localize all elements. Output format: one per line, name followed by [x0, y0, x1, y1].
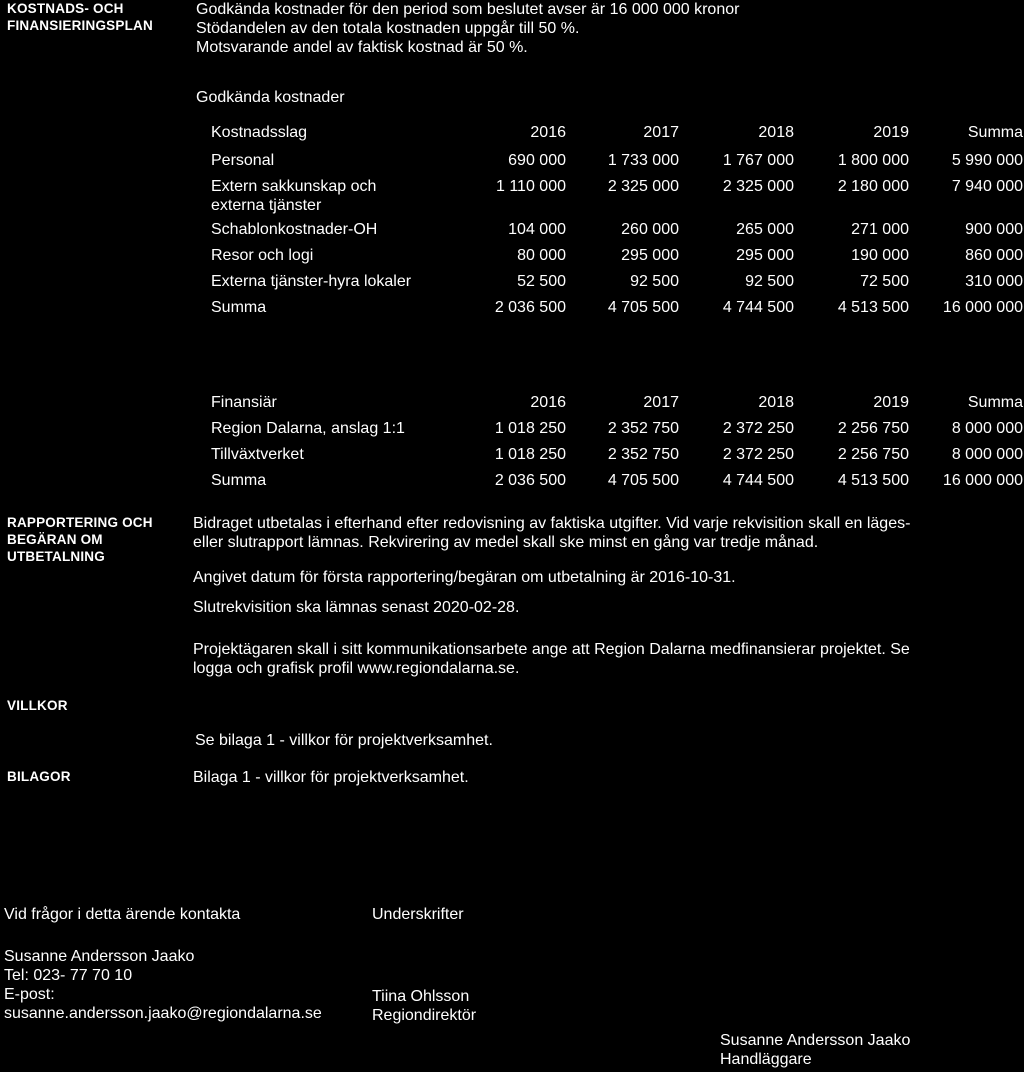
column-header: 2016 — [530, 124, 566, 141]
column-header: 2017 — [643, 394, 679, 411]
attachments-text: Bilaga 1 - villkor för projektverksamhet. — [193, 769, 469, 786]
row-label: Extern sakkunskap och externa tjänster — [211, 178, 377, 214]
table-cell: 1 800 000 — [837, 152, 909, 169]
signer-1 — [372, 987, 476, 1025]
table-cell: 4 705 500 — [607, 472, 679, 489]
table-cell: 900 000 — [965, 221, 1023, 238]
table-cell: 4 513 500 — [837, 472, 909, 489]
table-cell: 2 180 000 — [837, 178, 909, 195]
table-cell: 2 256 750 — [837, 446, 909, 463]
table-row — [211, 298, 1024, 324]
table-cell: 265 000 — [736, 221, 794, 238]
row-label: Region Dalarna, anslag 1:1 — [211, 420, 405, 437]
table-cell: 92 500 — [630, 273, 679, 290]
reporting-paragraph-4 — [193, 640, 1018, 678]
column-header: Summa — [967, 394, 1023, 411]
column-header: Summa — [967, 124, 1023, 141]
table-cell: 271 000 — [851, 221, 909, 238]
table-cell: 7 940 000 — [951, 178, 1023, 195]
column-header: 2017 — [643, 124, 679, 141]
signer-2 — [720, 1031, 910, 1069]
reporting-paragraph-3: Slutrekvisition ska lämnas senast 2020-02-28. — [193, 599, 520, 616]
table-cell: 310 000 — [965, 273, 1023, 290]
cost-table — [211, 123, 1024, 324]
column-header: 2018 — [758, 394, 794, 411]
table-row — [211, 445, 1024, 471]
column-header: 2016 — [530, 394, 566, 411]
row-label: Tillväxtverket — [211, 446, 304, 463]
table-row — [211, 246, 1024, 272]
table-row — [211, 471, 1024, 497]
table-cell: 16 000 000 — [942, 299, 1023, 316]
row-label: Summa — [211, 299, 267, 316]
table-cell: 2 372 250 — [722, 446, 794, 463]
cost-plan-label-line: KOSTNADS- OCH — [7, 1, 124, 16]
contact-block — [4, 947, 322, 1023]
table-cell: 690 000 — [508, 152, 566, 169]
contact-name: Susanne Andersson Jaako — [4, 948, 195, 965]
contact-email[interactable]: susanne.andersson.jaako@regiondalarna.se — [4, 1005, 322, 1022]
column-header: 2018 — [758, 124, 794, 141]
table-cell: 4 744 500 — [722, 472, 794, 489]
table-cell: 1 733 000 — [607, 152, 679, 169]
row-label: Personal — [211, 152, 275, 169]
reporting-label-line: RAPPORTERING OCH — [7, 515, 153, 530]
table-cell: 8 000 000 — [951, 446, 1023, 463]
reporting-section-label — [7, 514, 153, 565]
signer-title: Handläggare — [720, 1051, 812, 1068]
paragraph-line: logga och grafisk profil www.regiondalarna.se. — [193, 660, 520, 677]
reporting-paragraph-1 — [193, 514, 1018, 552]
signatures-heading: Underskrifter — [372, 906, 464, 923]
attachments-section-label: BILAGOR — [7, 769, 71, 784]
intro-line: Motsvarande andel av faktisk kostnad är 50 %. — [196, 39, 528, 56]
column-header: 2019 — [873, 124, 909, 141]
approved-costs-heading: Godkända kostnader — [196, 89, 345, 106]
table-cell: 190 000 — [851, 247, 909, 264]
signer-title: Regiondirektör — [372, 1007, 477, 1024]
column-header: Finansiär — [211, 394, 277, 411]
table-cell: 72 500 — [860, 273, 909, 290]
table-cell: 80 000 — [517, 247, 566, 264]
table-cell: 2 036 500 — [494, 472, 566, 489]
table-cell: 2 036 500 — [494, 299, 566, 316]
row-label: Resor och logi — [211, 247, 314, 264]
table-row — [211, 220, 1024, 246]
paragraph-line: Bidraget utbetalas i efterhand efter redovisning av faktiska utgifter. Vid varje rekvisition skall en läges- — [193, 515, 911, 532]
column-header: 2019 — [873, 394, 909, 411]
table-cell: 260 000 — [621, 221, 679, 238]
finance-table-header — [211, 393, 1024, 419]
conditions-section-label: VILLKOR — [7, 698, 68, 713]
table-cell: 2 352 750 — [607, 420, 679, 437]
reporting-label-line: BEGÄRAN OM — [7, 532, 103, 547]
table-cell: 2 325 000 — [607, 178, 679, 195]
table-cell: 2 256 750 — [837, 420, 909, 437]
table-cell: 92 500 — [745, 273, 794, 290]
table-cell: 52 500 — [517, 273, 566, 290]
paragraph-line: Projektägaren skall i sitt kommunikationsarbete ange att Region Dalarna medfinansierar projektet. Se — [193, 641, 910, 658]
cost-plan-section-label — [7, 0, 153, 34]
table-row — [211, 419, 1024, 445]
table-cell: 1 018 250 — [494, 446, 566, 463]
table-row — [211, 177, 1024, 220]
intro-line: Stödandelen av den totala kostnaden uppgår till 50 %. — [196, 20, 580, 37]
table-cell: 4 513 500 — [837, 299, 909, 316]
table-cell: 860 000 — [965, 247, 1023, 264]
signer-name: Tiina Ohlsson — [372, 988, 470, 1005]
row-label: Schablonkostnader-OH — [211, 221, 378, 238]
table-cell: 8 000 000 — [951, 420, 1023, 437]
reporting-label-line: UTBETALNING — [7, 549, 105, 564]
row-label: Externa tjänster-hyra lokaler — [211, 273, 412, 290]
table-cell: 1 110 000 — [496, 178, 566, 195]
table-cell: 5 990 000 — [951, 152, 1023, 169]
conditions-text: Se bilaga 1 - villkor för projektverksamhet. — [195, 732, 493, 749]
table-cell: 2 325 000 — [722, 178, 794, 195]
contact-phone: Tel: 023- 77 70 10 — [4, 967, 133, 984]
signer-name: Susanne Andersson Jaako — [720, 1032, 911, 1049]
table-cell: 4 705 500 — [607, 299, 679, 316]
row-label: Summa — [211, 472, 267, 489]
table-cell: 16 000 000 — [942, 472, 1023, 489]
contact-email-label: E-post: — [4, 986, 55, 1003]
table-cell: 1 018 250 — [494, 420, 566, 437]
table-row — [211, 272, 1024, 298]
cost-table-header — [211, 123, 1024, 149]
table-cell: 2 372 250 — [722, 420, 794, 437]
column-header: Kostnadsslag — [211, 124, 308, 141]
contact-heading: Vid frågor i detta ärende kontakta — [4, 906, 241, 923]
table-row — [211, 151, 1024, 177]
table-cell: 1 767 000 — [722, 152, 794, 169]
table-cell: 295 000 — [736, 247, 794, 264]
table-cell: 104 000 — [508, 221, 566, 238]
cost-plan-label-line: FINANSIERINGSPLAN — [7, 18, 153, 33]
reporting-paragraph-2: Angivet datum för första rapportering/begäran om utbetalning är 2016-10-31. — [193, 569, 736, 586]
table-cell: 295 000 — [621, 247, 679, 264]
finance-table — [211, 393, 1024, 497]
intro-line: Godkända kostnader för den period som beslutet avser är 16 000 000 kronor — [196, 1, 740, 18]
cost-plan-intro — [196, 0, 1016, 57]
paragraph-line: eller slutrapport lämnas. Rekvirering av medel skall ske minst en gång var tredje månad. — [193, 534, 819, 551]
table-cell: 4 744 500 — [722, 299, 794, 316]
table-cell: 2 352 750 — [607, 446, 679, 463]
